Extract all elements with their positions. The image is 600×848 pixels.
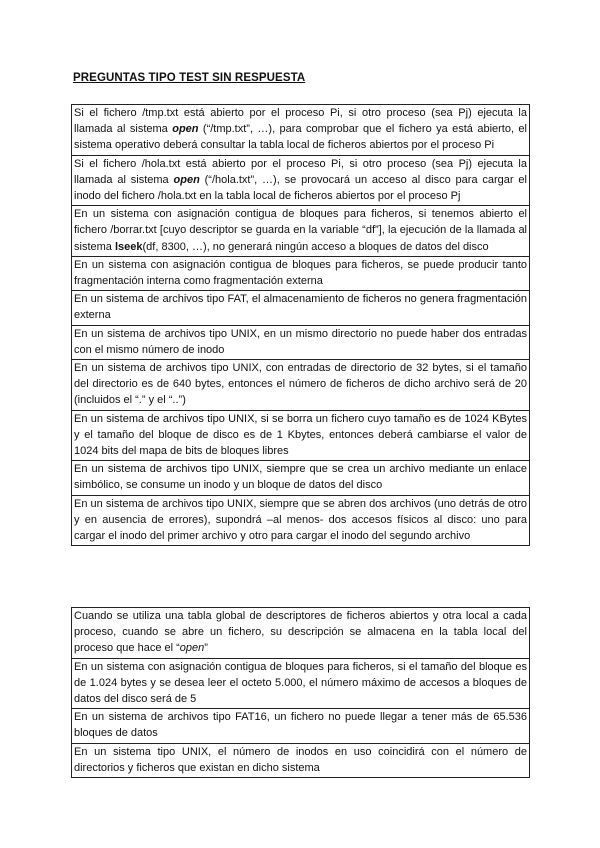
emphasis-text: open — [172, 123, 199, 136]
question-row — [72, 325, 530, 359]
question-text: (“/hola.txt”, …), se provocará un acceso al disco para cargar el inodo del fichero /hola.txt en la tabla local de ficheros abiertos por el proceso Pj — [74, 173, 527, 203]
question-text: (df, 8300, …), no generará ningún acceso a bloques de datos del disco — [142, 240, 489, 253]
question-row — [72, 360, 530, 411]
question-cell — [72, 410, 530, 461]
question-text: En un sistema de archivos tipo UNIX, en un mismo directorio no puede haber dos entradas con el mismo número de inodo — [74, 327, 527, 356]
question-row — [72, 608, 530, 659]
question-text: Si el fichero /hola.txt está abierto por el proceso Pi, si otro proceso (sea Pj) ejecuta la llamada al sistema — [74, 157, 527, 186]
question-cell — [72, 658, 530, 709]
questions-table-1 — [71, 104, 530, 546]
question-text: Cuando se utiliza una tabla global de descriptores de ficheros abiertos y otra local a cada proceso, cuando se abre un fichero, su descripción se almacena en la tabla local del proceso que hace el “ — [74, 610, 527, 655]
question-text: En un sistema de archivos tipo FAT16, un fichero no puede llegar a tener más de 65.536 bloques de datos — [74, 711, 527, 740]
question-cell — [72, 291, 530, 325]
question-text: En un sistema de archivos tipo UNIX, con entradas de directorio de 32 bytes, si el tamaño del directorio es de 640 bytes, entonces el número de ficheros de dicho archivo será de 20 (incluidos el “.” y el “..”) — [74, 362, 527, 407]
question-row — [72, 743, 530, 777]
question-text: ” — [204, 642, 208, 655]
question-text: En un sistema con asignación contigua de bloques para ficheros, si el tamaño del bloque es de 1.024 bytes y se desea leer el octeto 5.000, el número máximo de accesos a bloques de datos del disco será de 5 — [74, 660, 527, 706]
question-row — [72, 495, 530, 546]
question-row — [72, 155, 530, 206]
emphasis-text: open — [173, 173, 200, 186]
page-title: PREGUNTAS TIPO TEST SIN RESPUESTA — [73, 72, 306, 84]
question-cell — [72, 743, 530, 777]
question-cell — [72, 461, 530, 495]
question-row — [72, 461, 530, 495]
question-cell — [72, 608, 530, 659]
emphasis-text: lseek — [114, 240, 143, 253]
question-row — [72, 105, 530, 156]
question-row — [72, 291, 530, 325]
question-text: En un sistema de archivos tipo UNIX, si se borra un fichero cuyo tamaño es de 1024 KBytes y el tamaño del bloque de disco es de 1 Kbytes, entonces deberá cambiarse el valor de 1024 bits del mapa de bits de bloques libres — [74, 412, 527, 458]
question-row — [72, 410, 530, 461]
question-cell — [72, 360, 530, 411]
emphasis-text: open — [179, 642, 205, 655]
question-cell — [72, 256, 530, 290]
question-text: En un sistema con asignación contigua de bloques para ficheros, se puede producir tanto fragmentación interna como fragmentación externa — [74, 258, 527, 288]
question-cell — [72, 495, 530, 546]
question-cell — [72, 105, 530, 156]
question-text: (“/tmp.txt”, …), para comprobar que el fichero ya está abierto, el sistema operativo deberá consultar la tabla local de ficheros abiertos por el proceso Pi — [74, 123, 527, 152]
question-row — [72, 206, 530, 257]
question-text: En un sistema de archivos tipo UNIX, siempre que se crea un archivo mediante un enlace simbólico, se consume un inodo y un bloque de datos del disco — [74, 463, 527, 492]
question-text: En un sistema de archivos tipo FAT, el almacenamiento de ficheros no genera fragmentación externa — [74, 293, 527, 322]
question-row — [72, 658, 530, 709]
question-text: En un sistema con asignación contigua de bloques para ficheros, si tenemos abierto el fichero /borrar.txt [cuyo descriptor se guarda en la variable “df”], la ejecución de la llamada al sistema — [74, 208, 527, 253]
question-cell — [72, 206, 530, 257]
question-text: En un sistema tipo UNIX, el número de inodos en uso coincidirá con el número de directorios y ficheros que existan en dicho sistema — [74, 745, 527, 774]
question-text: Si el fichero /tmp.txt está abierto por el proceso Pi, si otro proceso (sea Pj) ejecuta la llamada al sistema — [74, 107, 527, 136]
question-cell — [72, 325, 530, 359]
questions-table-2 — [71, 607, 530, 778]
question-cell — [72, 155, 530, 206]
question-row — [72, 256, 530, 290]
question-text: En un sistema de archivos tipo UNIX, siempre que se abren dos archivos (uno detrás de otro y en ausencia de errores), supondrá –al menos- dos accesos físicos al disco: uno para cargar el inodo del primer archivo y otro para cargar el inodo del segundo archivo — [74, 497, 527, 543]
question-row — [72, 709, 530, 743]
question-cell — [72, 709, 530, 743]
